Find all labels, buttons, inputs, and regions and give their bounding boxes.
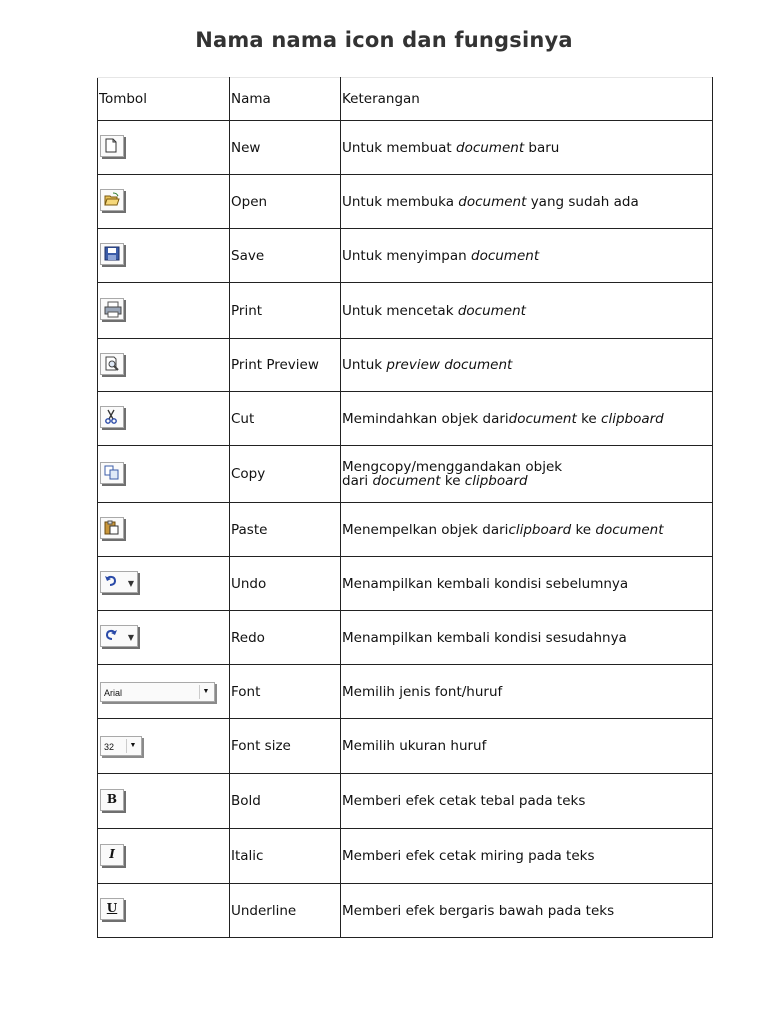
keterangan-text: document [471,247,540,264]
table-row [98,884,713,938]
keterangan-text: Memberi efek cetak tebal pada teks [342,793,586,809]
keterangan-text: Menampilkan kembali kondisi sebelumnya [342,575,629,592]
keterangan-cell [341,774,713,829]
tombol-cell [98,611,230,665]
save-disk-icon[interactable] [100,243,124,265]
keterangan-text: Untuk mencetak [342,302,458,319]
table-row [98,339,713,392]
nama-cell: Cut [230,392,341,446]
page-title: Nama nama icon dan fungsinya [195,28,573,52]
icon-table [97,77,713,938]
keterangan-text: clipboard [464,473,528,489]
keterangan-text: document [458,193,527,210]
keterangan-text: Untuk menyimpan [342,247,471,264]
keterangan-cell [341,611,713,665]
table-row [98,446,713,503]
keterangan-text: preview document [386,357,513,373]
keterangan-cell [341,665,713,719]
paste-clipboard-icon[interactable] [100,517,124,539]
keterangan-cell [341,283,713,339]
tombol-cell [98,719,230,774]
keterangan-cell [341,229,713,283]
redo-arrow-icon[interactable] [100,625,138,647]
tombol-cell [98,175,230,229]
table-row [98,665,713,719]
nama-cell: Undo [230,557,341,611]
keterangan-cell [341,557,713,611]
underline-glyph: U [106,901,118,915]
nama-cell: Open [230,175,341,229]
table-row [98,719,713,774]
keterangan-cell [341,339,713,392]
keterangan-cell [341,175,713,229]
table-row [98,283,713,339]
nama-cell: New [230,121,341,175]
font-size-value: 32 [104,742,115,752]
keterangan-text: document [372,473,441,489]
keterangan-text: document [508,410,577,427]
tombol-cell [98,121,230,175]
keterangan-text: ke [440,473,465,489]
bold-icon[interactable] [100,789,124,811]
italic-glyph: I [109,846,115,861]
tombol-cell [98,665,230,719]
keterangan-text: Memilih jenis font/huruf [342,683,503,700]
table-row [98,121,713,175]
nama-cell: Paste [230,503,341,557]
nama-cell: Bold [230,774,341,829]
new-document-icon[interactable] [100,135,124,157]
nama-cell: Font size [230,719,341,774]
keterangan-text: Untuk membuat [342,139,456,156]
nama-cell: Underline [230,884,341,938]
keterangan-cell [341,503,713,557]
header-tombol: Tombol [98,78,230,121]
keterangan-text: Menempelkan objek dari [342,521,509,538]
table-row [98,611,713,665]
table-row [98,829,713,884]
keterangan-text: dari [342,473,373,489]
tombol-cell [98,774,230,829]
keterangan-cell [341,829,713,884]
keterangan-text: Memilih ukuran huruf [342,738,487,754]
keterangan-text: clipboard [508,521,572,538]
header-nama: Nama [230,78,341,121]
chevron-down-icon: ▼ [127,633,134,642]
font-size-dropdown-icon[interactable] [100,736,142,756]
chevron-down-icon: ▼ [126,739,139,753]
keterangan-cell [341,121,713,175]
table-row [98,175,713,229]
table-row [98,557,713,611]
keterangan-cell [341,884,713,938]
keterangan-cell [341,719,713,774]
tombol-cell [98,283,230,339]
tombol-cell [98,884,230,938]
keterangan-text: Menampilkan kembali kondisi sesudahnya [342,629,627,646]
tombol-cell [98,392,230,446]
keterangan-text: Untuk membuka [342,193,459,210]
keterangan-text: Memindahkan objek dari [342,410,509,427]
bold-glyph: B [106,791,118,806]
keterangan-text: Memberi efek bergaris bawah pada teks [342,902,615,919]
keterangan-text: ke [576,410,602,427]
nama-cell: Redo [230,611,341,665]
undo-arrow-icon[interactable] [100,571,138,593]
keterangan-text: Untuk [342,357,387,373]
copy-icon[interactable] [100,462,124,484]
tombol-cell [98,446,230,503]
keterangan-text: document [457,302,526,319]
font-dropdown-value: Arial [104,687,123,698]
italic-icon[interactable] [100,844,124,866]
table-row [98,229,713,283]
underline-icon[interactable] [100,898,124,920]
chevron-down-icon: ▼ [127,579,134,588]
nama-cell: Italic [230,829,341,884]
tombol-cell [98,229,230,283]
nama-cell: Copy [230,446,341,503]
keterangan-text: ke [571,521,596,538]
nama-cell: Print Preview [230,339,341,392]
scissors-icon[interactable] [100,406,124,428]
header-keterangan: Keterangan [341,78,713,121]
tombol-cell [98,339,230,392]
table-row [98,774,713,829]
font-dropdown-icon[interactable] [100,682,215,702]
table-row [98,503,713,557]
keterangan-text: document [595,521,664,538]
tombol-cell [98,829,230,884]
keterangan-text: document [456,139,525,156]
nama-cell: Save [230,229,341,283]
keterangan-text: Memberi efek cetak miring pada teks [342,848,595,864]
open-folder-icon[interactable] [100,189,124,211]
keterangan-cell [341,446,713,503]
table-row [98,392,713,446]
chevron-down-icon: ▼ [199,685,212,699]
nama-cell: Font [230,665,341,719]
keterangan-text: baru [524,139,560,156]
printer-icon[interactable] [100,298,124,320]
print-preview-icon[interactable] [100,353,124,375]
keterangan-cell [341,392,713,446]
keterangan-text: yang sudah ada [526,193,639,210]
table-header-row [98,78,713,121]
keterangan-text: clipboard [601,410,664,427]
tombol-cell [98,503,230,557]
keterangan-text: Mengcopy/menggandakan objek [342,459,563,475]
nama-cell: Print [230,283,341,339]
tombol-cell [98,557,230,611]
